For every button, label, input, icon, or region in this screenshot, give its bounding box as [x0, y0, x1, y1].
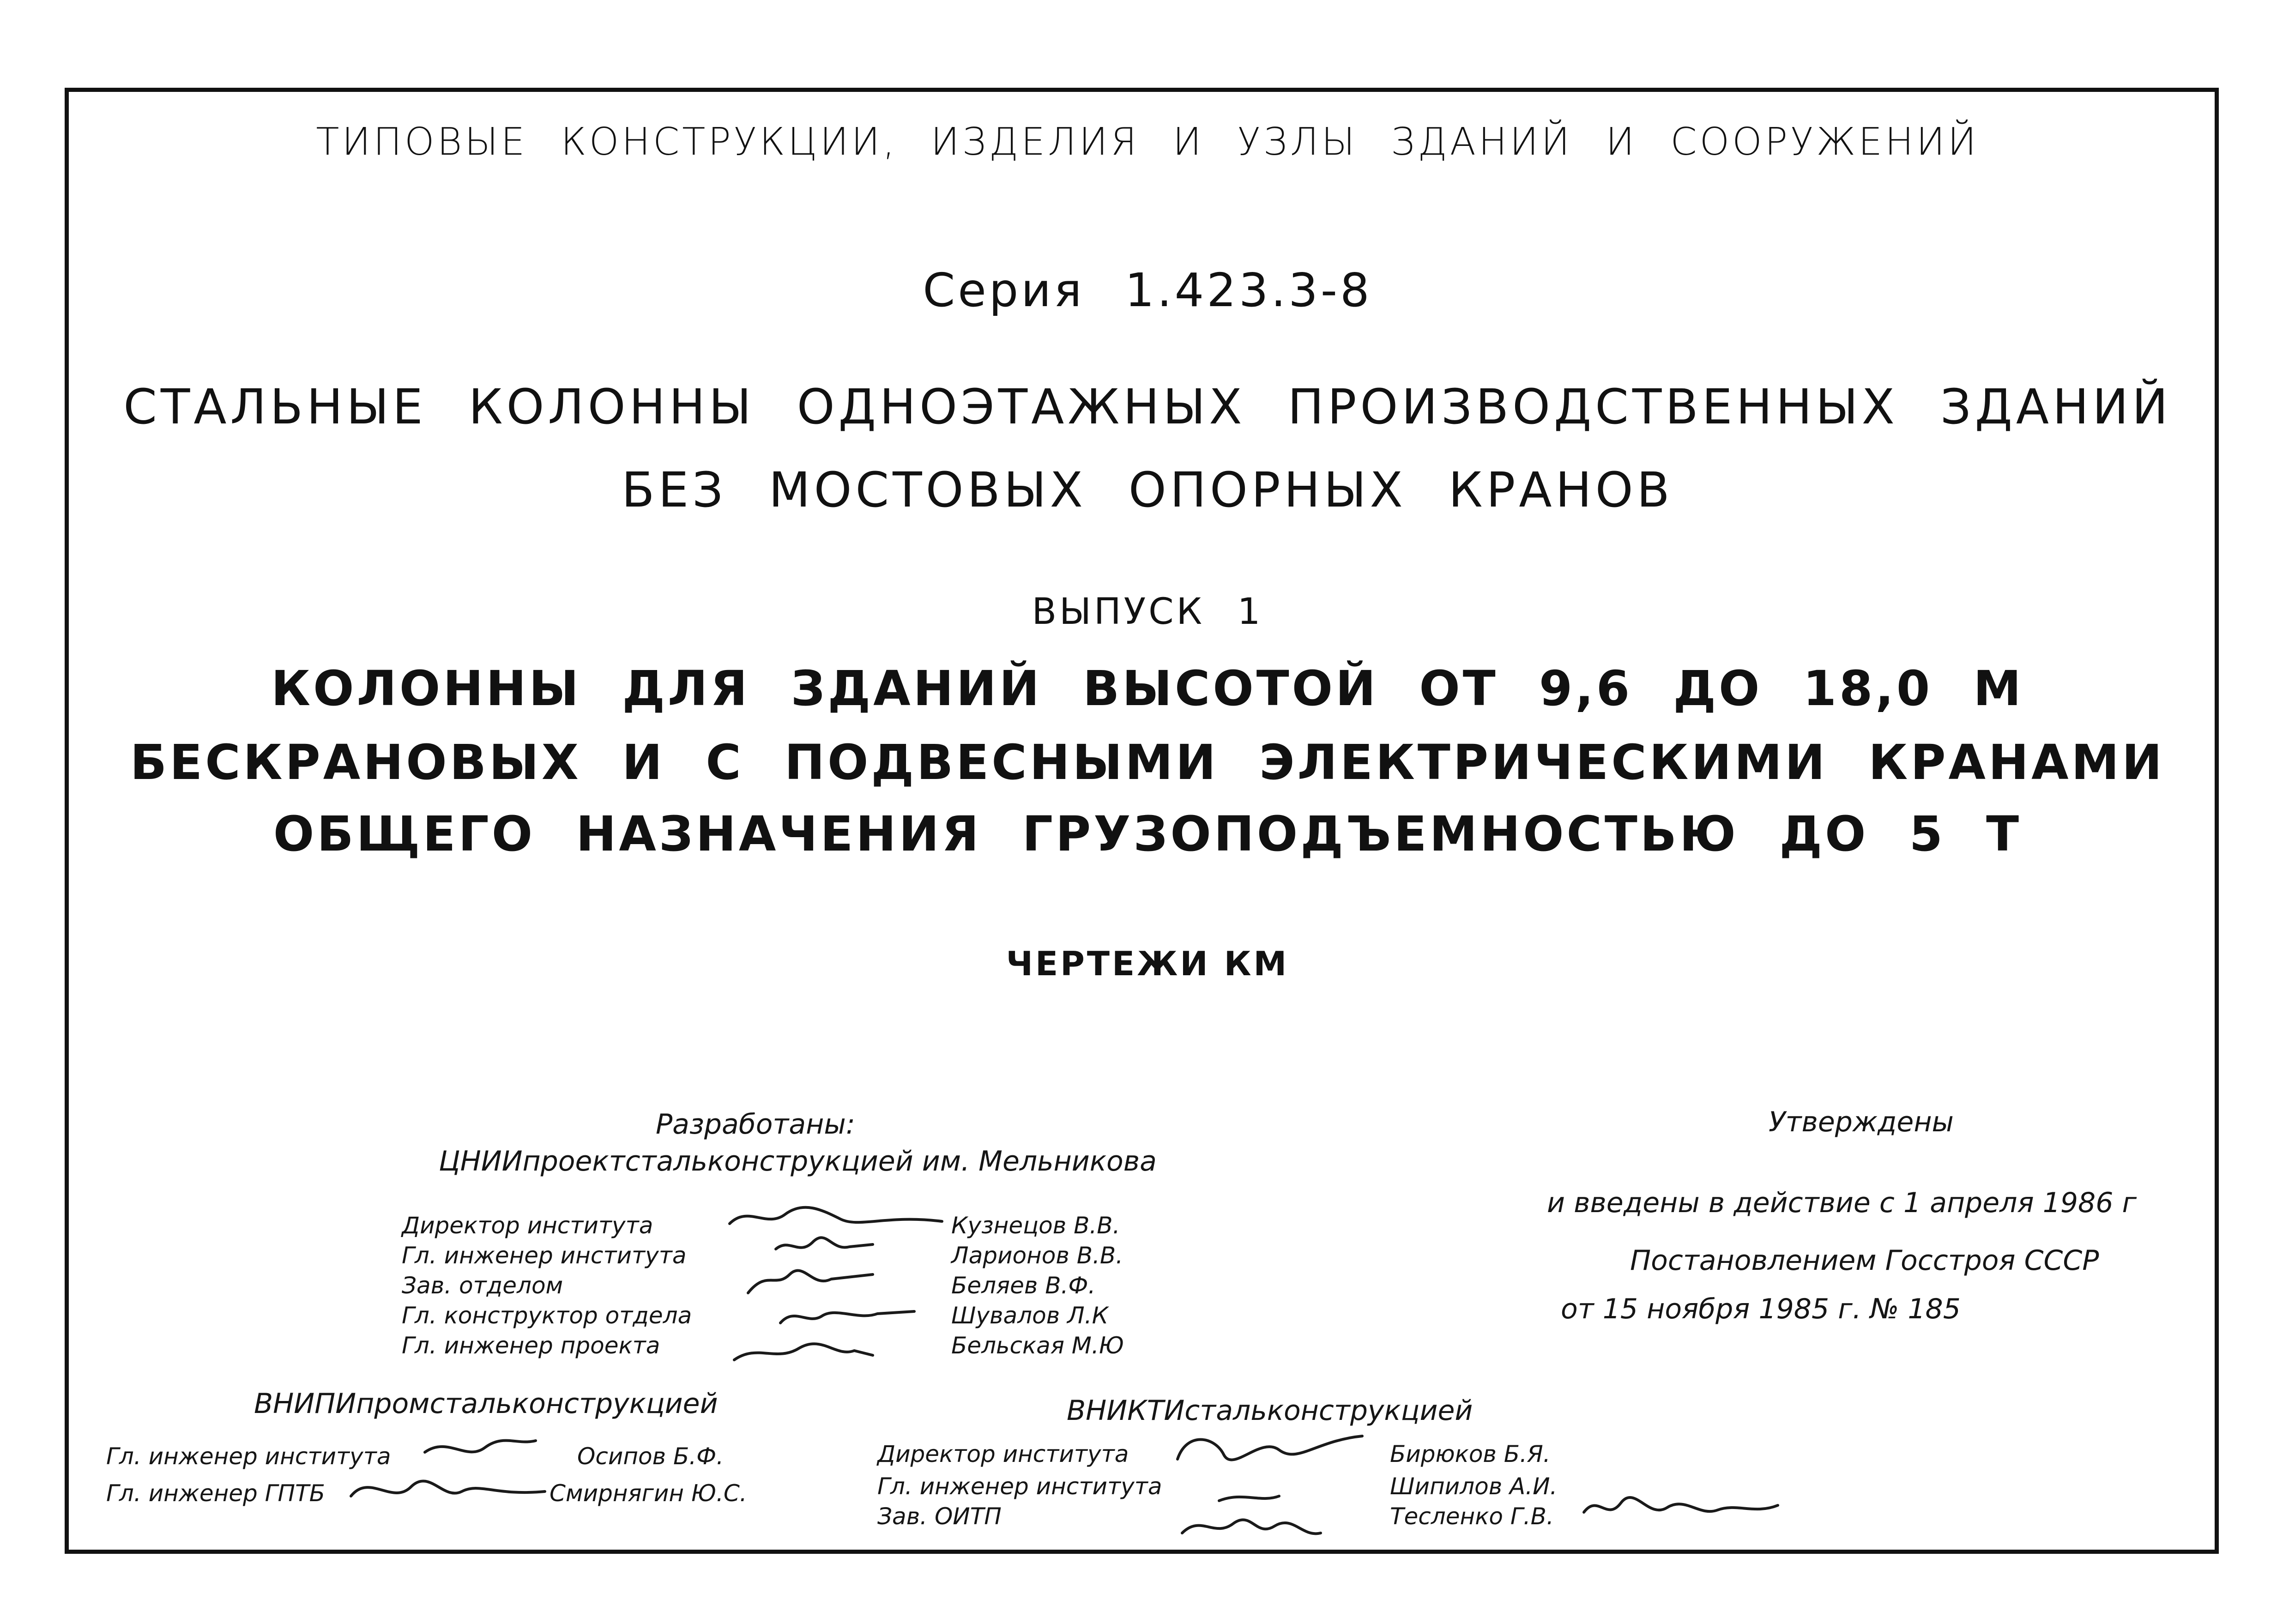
- staff-name: Ларионов В.В.: [951, 1242, 1123, 1269]
- signature-stack: [1168, 1422, 1381, 1547]
- staff-name: Кузнецов В.В.: [951, 1212, 1120, 1239]
- signature: [1579, 1485, 1782, 1535]
- staff-role: Гл. инженер института: [402, 1242, 687, 1269]
- signature-stack: [720, 1196, 960, 1371]
- staff-role: Гл. инженер ГПТБ: [106, 1480, 325, 1507]
- title-line-2: БЕЗ МОСТОВЫХ ОПОРНЫХ КРАНОВ: [622, 462, 1673, 518]
- staff-role: Зав. ОИТП: [877, 1503, 1002, 1530]
- staff-name: Тесленко Г.В.: [1390, 1503, 1554, 1530]
- approved-line-1: Утверждены: [1769, 1106, 1954, 1138]
- staff-name: Бирюков Б.Я.: [1390, 1441, 1551, 1467]
- series-number: Серия 1.423.3-8: [923, 263, 1372, 317]
- staff-name: Шипилов А.И.: [1390, 1473, 1558, 1500]
- staff-role: Гл. инженер института: [106, 1443, 391, 1470]
- approved-line-4: от 15 ноября 1985 г. № 185: [1561, 1293, 1961, 1325]
- staff-role: Гл. инженер института: [877, 1473, 1162, 1500]
- signature-pair: [342, 1427, 554, 1528]
- series-heading: ТИПОВЫЕ КОНСТРУКЦИИ, ИЗДЕЛИЯ И УЗЛЫ ЗДАНИЙ И СООРУЖЕНИЙ: [316, 120, 1979, 164]
- vnikti-organization: ВНИКТИстальконструкцией: [1067, 1395, 1473, 1427]
- staff-role: Зав. отделом: [402, 1272, 563, 1299]
- staff-name: Смирнягин Ю.С.: [550, 1480, 747, 1507]
- title-line-1: СТАЛЬНЫЕ КОЛОННЫ ОДНОЭТАЖНЫХ ПРОИЗВОДСТВЕННЫХ ЗДАНИЙ: [123, 379, 2172, 435]
- staff-role: Директор института: [877, 1441, 1129, 1467]
- staff-role: Гл. инженер проекта: [402, 1332, 660, 1359]
- staff-name: Беляев В.Ф.: [951, 1272, 1096, 1299]
- issue-number: ВЫПУСК 1: [1032, 591, 1263, 633]
- approved-line-3: Постановлением Госстроя СССР: [1630, 1244, 2099, 1277]
- drawings-label: ЧЕРТЕЖИ КМ: [1006, 944, 1289, 983]
- staff-name: Бельская М.Ю: [951, 1332, 1124, 1359]
- staff-role: Гл. конструктор отдела: [402, 1302, 692, 1329]
- developed-label: Разработаны:: [656, 1108, 855, 1141]
- staff-role: Директор института: [402, 1212, 653, 1239]
- developed-organization: ЦНИИпроектстальконструкцией им. Мельникова: [439, 1145, 1157, 1177]
- staff-name: Осипов Б.Ф.: [577, 1443, 724, 1470]
- subtitle-line-1: КОЛОННЫ ДЛЯ ЗДАНИЙ ВЫСОТОЙ ОТ 9,6 ДО 18,0 М: [271, 660, 2024, 717]
- staff-name: Шувалов Л.К: [951, 1302, 1109, 1329]
- vnipi-organization: ВНИПИпромстальконструкцией: [254, 1388, 718, 1420]
- subtitle-line-3: ОБЩЕГО НАЗНАЧЕНИЯ ГРУЗОПОДЪЕМНОСТЬЮ ДО 5 Т: [273, 806, 2022, 862]
- approved-line-2: и введены в действие с 1 апреля 1986 г: [1547, 1187, 2137, 1219]
- subtitle-line-2: БЕСКРАНОВЫХ И С ПОДВЕСНЫМИ ЭЛЕКТРИЧЕСКИМИ КРАНАМИ: [130, 734, 2165, 791]
